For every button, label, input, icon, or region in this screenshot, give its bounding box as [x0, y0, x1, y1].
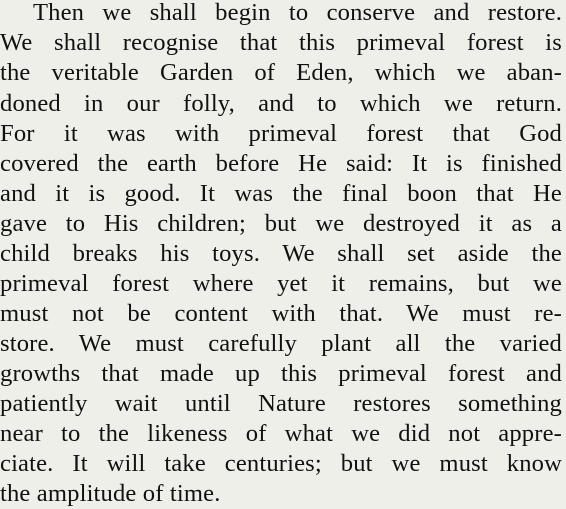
text-line: Then we shall begin to conserve and restore. [33, 0, 562, 26]
text-line-last: the amplitude of time. [0, 480, 221, 507]
text-line: doned in our folly, and to which we return. [0, 90, 562, 117]
text-line: the veritable Garden of Eden, which we aban- [0, 59, 562, 86]
text-line: growths that made up this primeval forest and [0, 360, 562, 387]
text-line: gave to His children; but we destroyed it as a [0, 210, 562, 237]
text-line: primeval forest where yet it remains, but we [0, 270, 562, 297]
text-line: store. We must carefully plant all the varied [0, 330, 562, 357]
text-line: near to the likeness of what we did not appre- [0, 420, 562, 447]
text-line: patiently wait until Nature restores something [0, 390, 562, 417]
text-line: child breaks his toys. We shall set aside the [0, 240, 562, 267]
text-line: covered the earth before He said: It is finished [0, 150, 562, 177]
text-line: must not be content with that. We must re- [0, 300, 562, 327]
text-line: and it is good. It was the final boon that He [0, 180, 562, 207]
text-line: We shall recognise that this primeval forest is [0, 29, 562, 56]
text-line: For it was with primeval forest that God [0, 120, 562, 147]
text-line: ciate. It will take centuries; but we must know [0, 450, 562, 477]
